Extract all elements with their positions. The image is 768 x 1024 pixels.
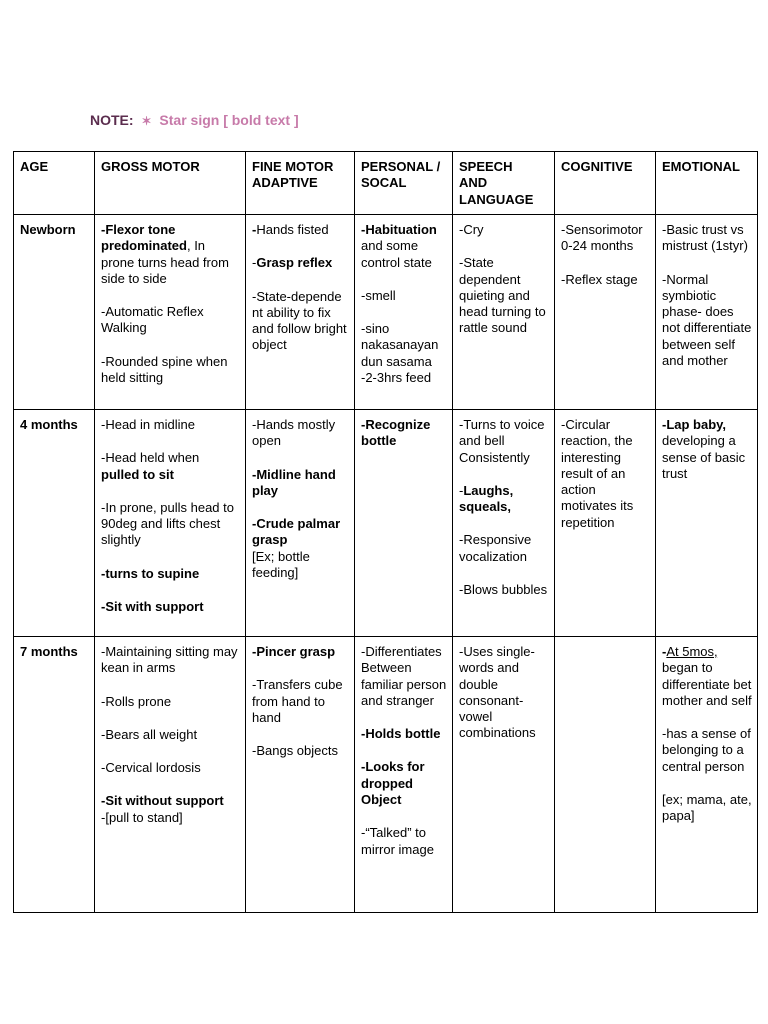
emotional-cell [656,215,758,410]
cognitive-cell [555,410,656,637]
list-item: -sino nakasanayan dun sasama -2-3hrs feed [361,321,439,386]
list-item: -has a sense of belonging to a central person [662,726,751,774]
gross-motor-cell [95,637,246,913]
list-item: -Head held when pulled to sit [101,450,200,482]
list-item: -In prone, pulls head to 90deg and lifts chest slightly [101,499,234,548]
list-item: -Maintaining sitting may kean in arms [101,644,238,676]
cognitive-cell [555,215,656,410]
list-item: -Sit without support -[pull to stand] [101,793,224,825]
header-gross-motor: GROSS MOTOR [95,152,246,215]
list-item: -Cry [459,222,484,237]
table-row [14,637,758,913]
age-cell: 7 months [14,637,95,913]
table-row [14,410,758,637]
header-row [14,152,758,215]
header-emotional: EMOTIONAL [656,152,758,215]
list-item: -Crude palmar grasp [Ex; bottle feeding] [252,516,341,581]
speech-language-cell [453,215,555,410]
development-table [13,151,758,913]
gross-motor-cell [95,410,246,637]
list-item: -State dependent quieting and head turning to rattle sound [459,255,546,336]
list-item: -Holds bottle [361,726,441,742]
header-age: AGE [14,152,95,215]
list-item: -Laughs, squeals, [459,482,514,515]
list-item: [ex; mama, ate, papa] [662,792,752,824]
list-item: -Uses single-words and double consonant-vowel combinations [459,644,536,741]
list-item: -Basic trust vs mistrust (1styr) [662,222,748,254]
age-cell: Newborn [14,215,95,410]
list-item: -Sensorimotor 0-24 months [561,222,643,254]
age-cell: 4 months [14,410,95,637]
list-item: -Pincer grasp [252,644,336,659]
list-item: -Grasp reflex [252,255,333,271]
gross-motor-cell [95,215,246,410]
list-item: -Lap baby, developing a sense of basic trust [662,417,746,481]
fine-motor-cell [246,637,355,913]
list-item: -Flexor tone predominated, In prone turns head from side to side [101,222,229,286]
emotional-cell [656,637,758,913]
star-icon: ✶ [141,114,152,128]
list-item: -Normal symbiotic phase- does not differentiate between self and mother [662,271,752,369]
list-item: -Hands fisted [252,222,329,237]
list-item: -Bangs objects [252,743,338,759]
speech-language-cell [453,637,555,913]
personal-social-cell [355,215,453,410]
list-item: -Bears all weight [101,726,198,742]
list-item: -Cervical lordosis [101,760,201,776]
list-item: -Turns to voice and bell Consistently [459,417,545,465]
list-item: -Rounded spine when held sitting [101,353,228,386]
list-item: -Reflex stage [561,271,638,287]
header-fine-motor: FINE MOTOR ADAPTIVE [246,152,355,215]
list-item: -Sit with support [101,599,204,615]
personal-social-cell [355,637,453,913]
note-text: Star sign [ bold text ] [159,112,299,128]
header-cognitive: COGNITIVE [555,152,656,215]
cognitive-cell [555,637,656,913]
header-speech-language: SPEECH AND LANGUAGE [453,152,555,215]
list-item: -Head in midline [101,417,195,432]
list-item: -Transfers cube from hand to hand [252,677,343,725]
list-item: -smell [361,287,396,303]
emotional-cell [656,410,758,637]
table-row [14,215,758,410]
list-item: -Blows bubbles [459,582,548,598]
header-personal-social: PERSONAL / SOCAL [355,152,453,215]
personal-social-cell [355,410,453,637]
list-item: -“Talked” to mirror image [361,825,434,857]
list-item: -Looks for dropped Object [361,759,425,808]
list-item: -Differentiates Between familiar person and stranger [361,644,447,708]
fine-motor-cell [246,410,355,637]
list-item: -Responsive vocalization [459,532,532,564]
list-item: -Hands mostly open [252,417,336,449]
list-item: -Midline hand play [252,466,336,498]
list-item: -Recognize bottle [361,417,431,449]
list-item: -Habituation and some control state [361,222,437,270]
note [90,112,299,128]
list-item: -At 5mos, began to differentiate bet mother and self [662,644,752,708]
note-label: NOTE: [90,112,134,128]
list-item: -turns to supine [101,565,200,581]
list-item: -State-depende nt ability to fix and follow bright object [252,288,347,353]
list-item: -Automatic Reflex Walking [101,304,204,336]
list-item: -Rolls prone [101,693,172,709]
speech-language-cell [453,410,555,637]
fine-motor-cell [246,215,355,410]
list-item: -Circular reaction, the interesting result of an action motivates its repetition [561,417,634,530]
